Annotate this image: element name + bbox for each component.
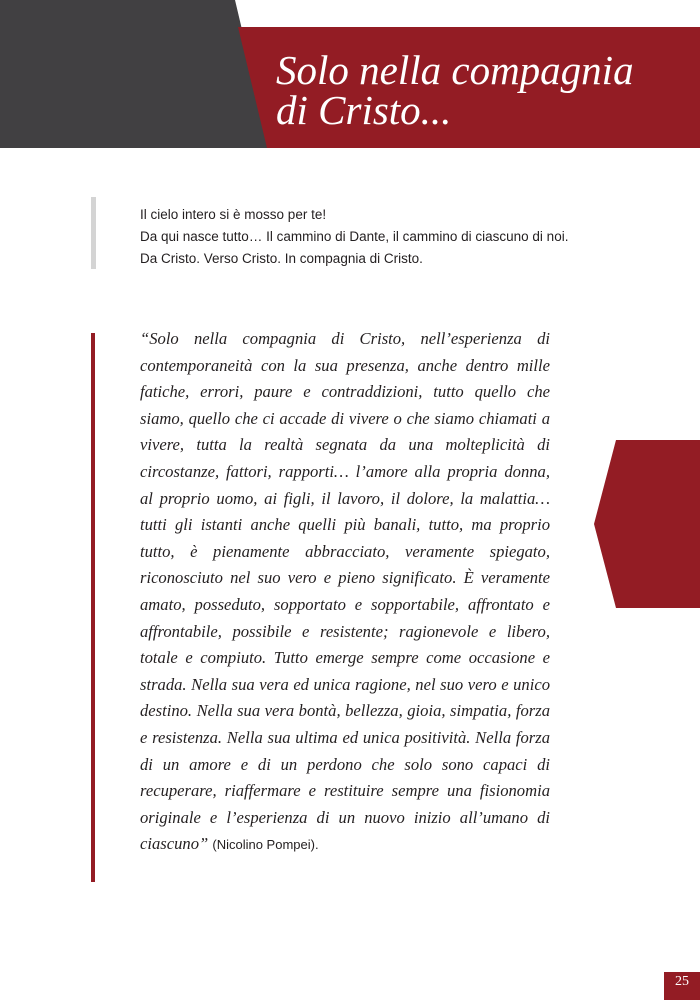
intro-line-3: Da Cristo. Verso Cristo. In compagnia di Cristo. [140, 251, 423, 266]
page-number: 25 [664, 972, 700, 1000]
quote-accent-bar [91, 333, 95, 882]
header-dark-block [0, 0, 270, 148]
page-title [276, 47, 696, 133]
side-decoration [594, 440, 700, 608]
page-title-line-2: di Cristo... [276, 87, 452, 133]
quote-block [140, 326, 550, 859]
page-title-line-1: Solo nella compagnia [276, 47, 634, 93]
quote-author: (Nicolino Pompei). [212, 837, 319, 853]
intro-line-2: Da qui nasce tutto… Il cammino di Dante, il cammino di ciascuno di noi. [140, 229, 569, 244]
quote-text: “Solo nella compagnia di Cristo, nell’esperienza di contemporaneità con la sua presenza, anche dentro mille fatiche, errori, paure e contraddizioni, tutto quello che siamo, quello che ci accade di vivere o che siamo chiamati a vivere, tutta la realtà segnata da una molteplicità di circostanze, fattori, rapporti… l’amore alla propria donna, al proprio uomo, ai figli, il lavoro, il dolore, la malattia… tutti gli istanti anche quelli più banali, tutto, ma proprio tutto, è pienamente abbracciato, veramente spiegato, riconosciuto nel suo vero e pieno significato. È veramente amato, posseduto, sopportato e sopportabile, affrontato e affrontabile, possibile e resistente; ragionevole e libero, totale e compiuto. Tutto emerge sempre come occasione e strada. Nella sua vera ed unica ragione, nel suo vero e unico destino. Nella sua vera bontà, bellezza, gioia, simpatia, forza e resistenza. Nella sua ultima ed unica positività. Nella forza di un amore e di un perdono che solo sono capaci di recuperare, riaffermare e restituire sempre una fisionomia originale e l’esperienza di un nuovo inizio all’umano di ciascuno” [140, 329, 550, 854]
intro-accent-bar [91, 197, 96, 269]
intro-line-1: Il cielo intero si è mosso per te! [140, 207, 327, 222]
intro-text [140, 204, 660, 270]
